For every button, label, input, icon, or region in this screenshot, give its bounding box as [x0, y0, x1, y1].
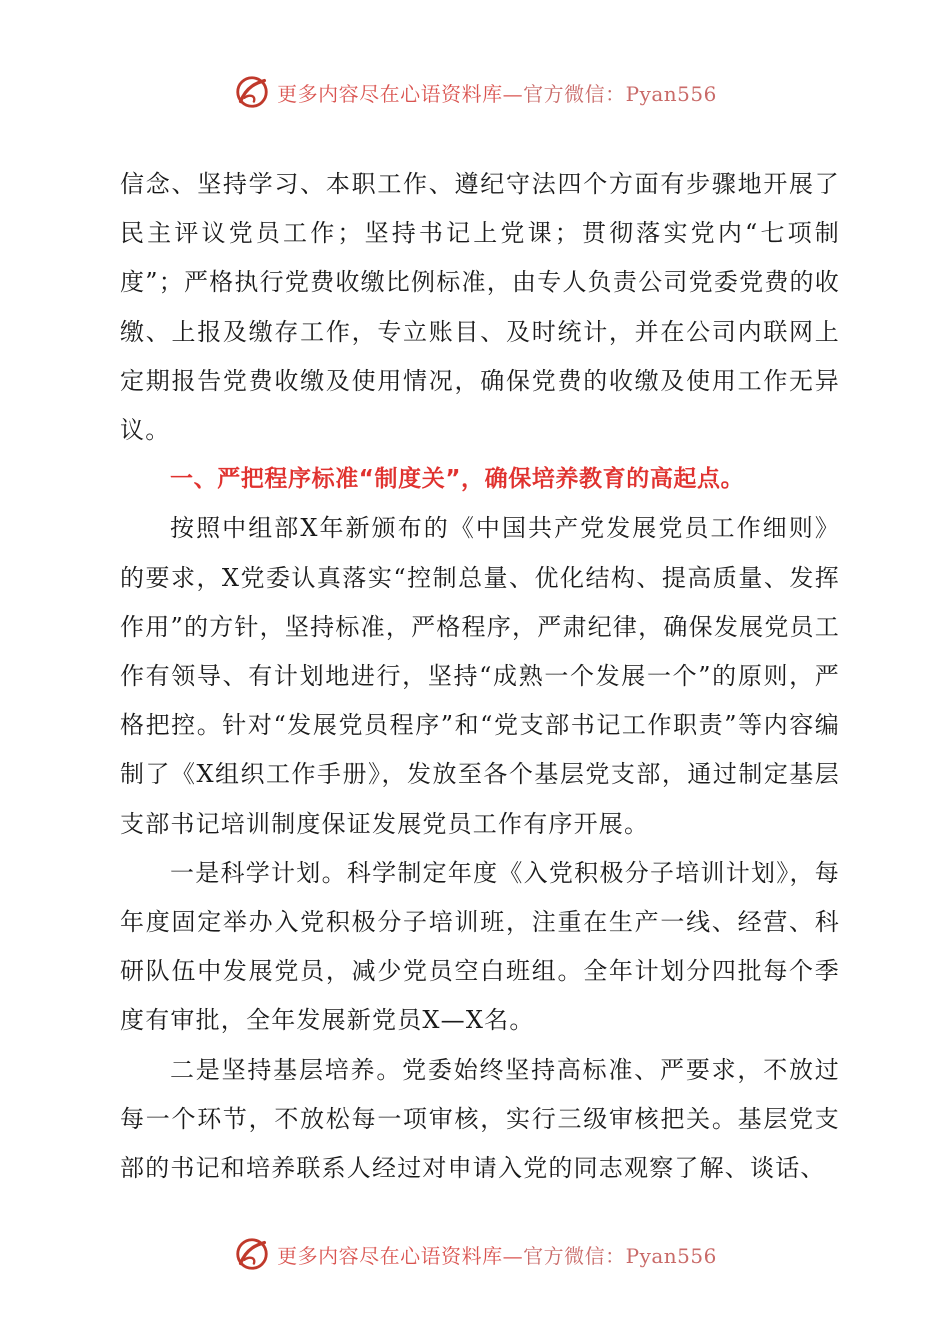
banner-text — [277, 78, 717, 107]
banner-text-main: 更多内容尽在心语资料库 — [277, 81, 503, 106]
paragraph-3: 一是科学计划。科学制定年度《入党积极分子培训计划》，每年度固定举办入党积极分子培训班，注重在生产一线、经营、科研队伍中发展党员，减少党员空白班组。全年计划分四批每个季度有审批，全年发展新党员X—X名。 — [120, 858, 840, 1035]
red-swirl-logo-icon — [233, 1235, 271, 1273]
banner-separator: — — [502, 81, 524, 106]
paragraph-2: 按照中组部X年新颁布的《中国共产党发展党员工作细则》的要求，X党委认真落实“控制总量、优化结构、提高质量、发挥作用”的方针，坚持标准，严格程序，严肃纪律，确保发展党员工作有领导、有计划地进行，坚持“成熟一个发展一个”的原则，严格把控。针对“发展党员程序”和“党支部书记工作职责”等内容编制了《X组织工作手册》，发放至各个基层党支部，通过制定基层支部书记培训制度保证发展党员工作有序开展。 — [120, 514, 840, 838]
paragraph-1: 信念、坚持学习、本职工作、遵纪守法四个方面有步骤地开展了民主评议党员工作；坚持书记上党课；贯彻落实党内“七项制度”；严格执行党费收缴比例标准，由专人负责公司党委党费的收缴、上报及缴存工作，专立账目、及时统计，并在公司内联网上定期报告党费收缴及使用情况，确保党费的收缴及使用工作无异议。 — [120, 170, 840, 445]
section-heading-1: 一、严把程序标准“制度关”，确保培养教育的高起点。 — [170, 466, 745, 493]
paragraph-4: 二是坚持基层培养。党委始终坚持高标准、严要求，不放过每一个环节，不放松每一项审核，实行三级审核把关。基层党支部的书记和培养联系人经过对申请入党的同志观察了解、谈话、 — [120, 1055, 840, 1183]
banner-wechat: 官方微信：Pyan556 — [523, 1243, 717, 1268]
banner-separator: — — [502, 1243, 524, 1268]
header-banner — [0, 70, 950, 114]
footer-banner — [0, 1232, 950, 1276]
red-swirl-logo-icon — [233, 73, 271, 111]
banner-wechat: 官方微信：Pyan556 — [523, 81, 717, 106]
banner-text — [277, 1240, 717, 1269]
banner-text-main: 更多内容尽在心语资料库 — [277, 1243, 503, 1268]
document-body — [120, 160, 840, 1193]
